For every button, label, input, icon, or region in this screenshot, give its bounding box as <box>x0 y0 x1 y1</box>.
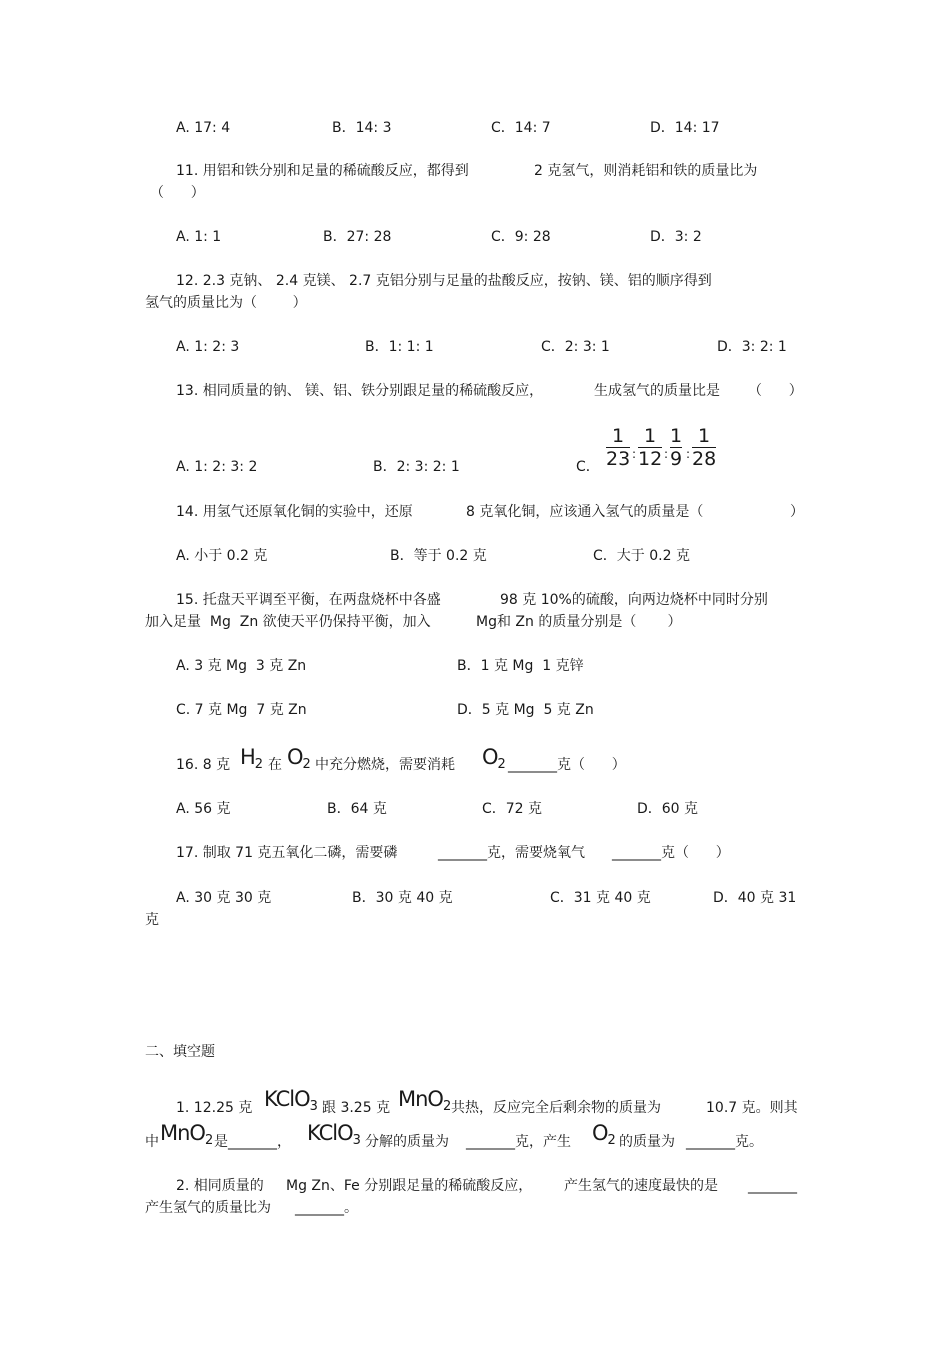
q14-option-c: C．大于 0.2 克 <box>593 548 690 564</box>
formula-base: KClO <box>264 1087 310 1111</box>
numerator: 1 <box>670 425 683 447</box>
formula-subscript: 2 <box>607 1133 616 1148</box>
q11-blank: （ ） <box>150 185 205 201</box>
q17-option-c: C．31 克 40 克 <box>550 890 651 906</box>
q11-option-a: A. 1: 1 <box>176 229 222 245</box>
mno2-formula <box>160 1122 213 1152</box>
formula-subscript: 2 <box>442 1099 452 1114</box>
f2-stem: 2. 相同质量的 <box>176 1178 264 1194</box>
kclo3-formula <box>307 1122 361 1152</box>
fraction-4 <box>692 426 716 469</box>
f1-stem-7: 的质量为 <box>619 1134 675 1150</box>
q16-option-b: B．64 克 <box>327 801 387 817</box>
q16-blank: _______克（ ） <box>508 757 626 773</box>
formula-base: O <box>482 745 498 769</box>
q13-stem-cont: 生成氢气的质量比是 <box>594 383 720 399</box>
q17-stem: 17. 制取 71 克五氧化二磷，需要磷 <box>176 845 398 861</box>
section-heading: 二、填空题 <box>145 1044 215 1060</box>
q10-option-d: D．14: 17 <box>650 120 720 136</box>
q14-stem: 14. 用氢气还原氧化铜的实验中，还原 <box>176 504 413 520</box>
q15-stem-line2-cont: Mg和 Zn 的质量分别是（ ） <box>476 614 682 630</box>
q15-option-c: C. 7 克 Mg 7 克 Zn <box>176 702 307 718</box>
formula-base: H <box>240 745 255 769</box>
q17-option-a: A. 30 克 30 克 <box>176 890 272 906</box>
q12-option-b: B．1: 1: 1 <box>365 339 434 355</box>
f1-blank-3: _______克。 <box>686 1134 763 1150</box>
q12-option-a: A. 1: 2: 3 <box>176 339 240 355</box>
formula-base: O <box>592 1121 608 1145</box>
formula-subscript: 2 <box>302 757 311 772</box>
q10-option-c: C．14: 7 <box>491 120 551 136</box>
q16-stem: 16. 8 克 <box>176 757 231 773</box>
q11-option-c: C．9: 28 <box>491 229 551 245</box>
q16-option-c: C．72 克 <box>482 801 543 817</box>
denominator: 23 <box>606 448 631 470</box>
q13-blank: （ ） <box>748 383 803 399</box>
q13-option-a: A. 1: 2: 3: 2 <box>176 459 258 475</box>
o2-formula <box>287 746 311 776</box>
q15-stem-cont: 98 克 10%的硫酸，向两边烧杯中同时分别 <box>500 592 768 608</box>
q14-stem-cont: 8 克氧化铜，应该通入氢气的质量是（ <box>466 504 704 520</box>
f2-blank-1: _______ <box>748 1178 797 1194</box>
formula-subscript: 2 <box>497 757 506 772</box>
q15-stem: 15. 托盘天平调至平衡，在两盘烧杯中各盛 <box>176 592 441 608</box>
f1-stem-4: 10.7 克。则其 <box>706 1100 798 1116</box>
q16-stem-cont: 中充分燃烧，需要消耗 <box>315 757 455 773</box>
q13-option-b: B．2: 3: 2: 1 <box>373 459 460 475</box>
q17-blank: _______克（ ） <box>612 845 730 861</box>
q16-stem-in: 在 <box>268 757 282 773</box>
q14-blank-end: ） <box>790 504 804 520</box>
numerator: 1 <box>644 425 657 447</box>
ratio-colon: : <box>686 447 691 461</box>
q11-option-d: D．3: 2 <box>650 229 702 245</box>
formula-subscript: 2 <box>254 757 264 772</box>
q12-option-d: D．3: 2: 1 <box>717 339 787 355</box>
numerator: 1 <box>698 425 711 447</box>
q15-option-d: D．5 克 Mg 5 克 Zn <box>457 702 594 718</box>
formula-base: MnO <box>160 1121 205 1145</box>
q11-stem-cont: 2 克氢气，则消耗铝和铁的质量比为 <box>534 163 758 179</box>
q15-option-b: B．1 克 Mg 1 克锌 <box>457 658 584 674</box>
q10-option-b: B．14: 3 <box>332 120 392 136</box>
q14-option-a: A. 小于 0.2 克 <box>176 548 268 564</box>
denominator: 12 <box>638 448 663 470</box>
formula-base: MnO <box>398 1087 443 1111</box>
f2-blank-2: _______。 <box>295 1200 358 1216</box>
q13-option-c: C． <box>576 459 600 475</box>
q15-option-a: A. 3 克 Mg 3 克 Zn <box>176 658 307 674</box>
fraction-2 <box>638 426 662 469</box>
f1-blank-2: _______克，产生 <box>466 1134 571 1150</box>
q12-stem-cont: 氢气的质量比为（ ） <box>145 295 307 311</box>
q11-stem: 11. 用铝和铁分别和足量的稀硫酸反应，都得到 <box>176 163 469 179</box>
f2-stem-line2: 产生氢气的质量比为 <box>145 1200 271 1216</box>
q11-option-b: B．27: 28 <box>323 229 392 245</box>
q16-option-a: A. 56 克 <box>176 801 231 817</box>
f1-stem: 1. 12.25 克 <box>176 1100 253 1116</box>
fraction-3 <box>670 426 682 469</box>
numerator: 1 <box>612 425 625 447</box>
q17-stem-cont: _______克，需要烧氧气 <box>438 845 585 861</box>
q15-stem-line2: 加入足量 Mg Zn 欲使天平仍保持平衡，加入 <box>145 614 431 630</box>
f1-stem-3: 共热，反应完全后剩余物的质量为 <box>451 1100 661 1116</box>
q12-option-c: C．2: 3: 1 <box>541 339 610 355</box>
f2-stem-2: Mg Zn、Fe 分别跟足量的稀硫酸反应， <box>286 1178 533 1194</box>
denominator: 9 <box>670 448 683 470</box>
f1-stem-6: 分解的质量为 <box>365 1134 449 1150</box>
f1-stem-5: 中 <box>145 1134 159 1150</box>
formula-base: KClO <box>307 1121 353 1145</box>
formula-base: O <box>287 745 303 769</box>
mno2-formula <box>398 1088 451 1118</box>
formula-subscript: 3 <box>352 1133 361 1148</box>
formula-subscript: 3 <box>309 1099 318 1114</box>
q14-option-b: B．等于 0.2 克 <box>390 548 487 564</box>
fraction-1 <box>606 426 630 469</box>
denominator: 28 <box>692 448 717 470</box>
o2-formula <box>592 1122 616 1152</box>
ratio-colon: : <box>664 447 669 461</box>
q17-option-d: D．40 克 31 <box>713 890 797 906</box>
h2-formula <box>240 746 263 776</box>
kclo3-formula <box>264 1088 318 1118</box>
formula-subscript: 2 <box>204 1133 214 1148</box>
q10-option-a: A. 17: 4 <box>176 120 231 136</box>
q16-option-d: D．60 克 <box>637 801 699 817</box>
q17-option-b: B．30 克 40 克 <box>352 890 453 906</box>
q17-option-d-cont: 克 <box>145 912 159 928</box>
o2-formula <box>482 746 506 776</box>
f1-blank-1: 是_______， <box>214 1134 291 1150</box>
q12-stem: 12. 2.3 克钠、 2.4 克镁、 2.7 克铝分别与足量的盐酸反应，按钠、镁、铝的顺序得到 <box>176 273 712 289</box>
q13-stem: 13. 相同质量的钠、 镁、铝、铁分别跟足量的稀硫酸反应， <box>176 383 544 399</box>
f1-stem-2: 跟 3.25 克 <box>322 1100 391 1116</box>
ratio-colon: : <box>632 447 637 461</box>
f2-stem-3: 产生氢气的速度最快的是 <box>564 1178 718 1194</box>
